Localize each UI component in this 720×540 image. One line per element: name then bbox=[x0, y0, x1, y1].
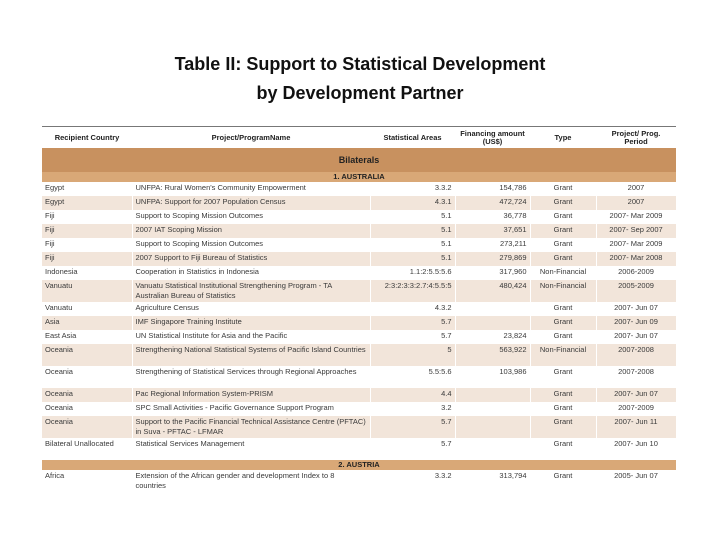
project-cell: Extension of the African gender and development Index to 8 countries bbox=[132, 470, 370, 492]
project-cell: Pac Regional Information System-PRISM bbox=[132, 388, 370, 402]
type-cell: Grant bbox=[530, 210, 596, 224]
amount-cell: 317,960 bbox=[455, 266, 530, 280]
project-cell: Agriculture Census bbox=[132, 302, 370, 316]
table-row bbox=[42, 402, 676, 416]
country-cell: Africa bbox=[42, 470, 132, 492]
amount-cell bbox=[455, 438, 530, 460]
period-cell: 2005- Jun 07 bbox=[596, 470, 676, 492]
areas-cell: 4.3.1 bbox=[370, 196, 455, 210]
group-band bbox=[42, 460, 676, 470]
project-cell: Support to Scoping Mission Outcomes bbox=[132, 210, 370, 224]
table-row bbox=[42, 238, 676, 252]
period-cell: 2006-2009 bbox=[596, 266, 676, 280]
country-cell: Fiji bbox=[42, 210, 132, 224]
type-cell: Grant bbox=[530, 224, 596, 238]
type-cell: Grant bbox=[530, 196, 596, 210]
amount-cell bbox=[455, 302, 530, 316]
support-table bbox=[42, 126, 677, 492]
group-label: 2. AUSTRIA bbox=[42, 460, 676, 470]
table-row bbox=[42, 438, 676, 460]
project-cell: SPC Small Activities - Pacific Governance Support Program bbox=[132, 402, 370, 416]
period-cell: 2007- Sep 2007 bbox=[596, 224, 676, 238]
project-cell: Vanuatu Statistical Institutional Strengthening Program - TA Australian Bureau of Statistics bbox=[132, 280, 370, 302]
country-cell: Oceania bbox=[42, 416, 132, 438]
type-cell: Grant bbox=[530, 252, 596, 266]
amount-cell bbox=[455, 388, 530, 402]
areas-cell: 3.3.2 bbox=[370, 182, 455, 196]
country-cell: Vanuatu bbox=[42, 302, 132, 316]
areas-cell: 1.1:2:5.5:5.6 bbox=[370, 266, 455, 280]
col-header: Project/ProgramName bbox=[132, 127, 370, 149]
col-header: Type bbox=[530, 127, 596, 149]
amount-cell bbox=[455, 416, 530, 438]
country-cell: Asia bbox=[42, 316, 132, 330]
period-cell: 2007-2008 bbox=[596, 366, 676, 388]
country-cell: Oceania bbox=[42, 366, 132, 388]
table-row bbox=[42, 182, 676, 196]
table-row bbox=[42, 224, 676, 238]
type-cell: Grant bbox=[530, 388, 596, 402]
table-row bbox=[42, 266, 676, 280]
country-cell: Fiji bbox=[42, 252, 132, 266]
col-header: Statistical Areas bbox=[370, 127, 455, 149]
title-line-1: Table II: Support to Statistical Development bbox=[174, 54, 546, 74]
period-cell: 2007- Jun 07 bbox=[596, 388, 676, 402]
type-cell: Grant bbox=[530, 238, 596, 252]
areas-cell: 5.5:5.6 bbox=[370, 366, 455, 388]
period-cell: 2007- Jun 10 bbox=[596, 438, 676, 460]
project-cell: IMF Singapore Training Institute bbox=[132, 316, 370, 330]
table-row bbox=[42, 210, 676, 224]
areas-cell: 5.7 bbox=[370, 416, 455, 438]
amount-cell bbox=[455, 402, 530, 416]
col-header: Financing amount (US$) bbox=[455, 127, 530, 149]
project-cell: Support to the Pacific Financial Technical Assistance Centre (PFTAC) in Suva - PFTAC - LFMAR bbox=[132, 416, 370, 438]
project-cell: Statistical Services Management bbox=[132, 438, 370, 460]
amount-cell bbox=[455, 316, 530, 330]
project-cell: 2007 IAT Scoping Mission bbox=[132, 224, 370, 238]
project-cell: 2007 Support to Fiji Bureau of Statistics bbox=[132, 252, 370, 266]
amount-cell: 279,869 bbox=[455, 252, 530, 266]
title-line-2: by Development Partner bbox=[256, 83, 464, 103]
project-cell: Strengthening National Statistical Systems of Pacific Island Countries bbox=[132, 344, 370, 366]
areas-cell: 4.4 bbox=[370, 388, 455, 402]
table-row bbox=[42, 316, 676, 330]
project-cell: UN Statistical Institute for Asia and the Pacific bbox=[132, 330, 370, 344]
col-header: Project/ Prog. Period bbox=[596, 127, 676, 149]
table-row bbox=[42, 416, 676, 438]
period-cell: 2007-2009 bbox=[596, 402, 676, 416]
period-cell: 2007- Jun 11 bbox=[596, 416, 676, 438]
areas-cell: 5.7 bbox=[370, 438, 455, 460]
country-cell: Fiji bbox=[42, 224, 132, 238]
table-row bbox=[42, 196, 676, 210]
project-cell: UNFPA: Support for 2007 Population Census bbox=[132, 196, 370, 210]
country-cell: Oceania bbox=[42, 402, 132, 416]
table-row bbox=[42, 302, 676, 316]
period-cell: 2007- Jun 07 bbox=[596, 330, 676, 344]
amount-cell: 313,794 bbox=[455, 470, 530, 492]
table-row bbox=[42, 252, 676, 266]
country-cell: Oceania bbox=[42, 344, 132, 366]
amount-cell: 472,724 bbox=[455, 196, 530, 210]
areas-cell: 5.7 bbox=[370, 316, 455, 330]
type-cell: Grant bbox=[530, 302, 596, 316]
period-cell: 2005-2009 bbox=[596, 280, 676, 302]
header-row bbox=[42, 127, 676, 149]
amount-cell: 36,778 bbox=[455, 210, 530, 224]
type-cell: Non-Financial bbox=[530, 280, 596, 302]
table-row bbox=[42, 344, 676, 366]
amount-cell: 480,424 bbox=[455, 280, 530, 302]
areas-cell: 3.2 bbox=[370, 402, 455, 416]
type-cell: Grant bbox=[530, 316, 596, 330]
country-cell: Egypt bbox=[42, 182, 132, 196]
period-cell: 2007 bbox=[596, 196, 676, 210]
period-cell: 2007- Jun 07 bbox=[596, 302, 676, 316]
type-cell: Grant bbox=[530, 366, 596, 388]
areas-cell: 5.1 bbox=[370, 238, 455, 252]
period-cell: 2007- Mar 2009 bbox=[596, 210, 676, 224]
period-cell: 2007- Mar 2009 bbox=[596, 238, 676, 252]
type-cell: Non-Financial bbox=[530, 344, 596, 366]
period-cell: 2007 bbox=[596, 182, 676, 196]
type-cell: Grant bbox=[530, 416, 596, 438]
section-band bbox=[42, 148, 676, 172]
country-cell: Egypt bbox=[42, 196, 132, 210]
group-label: 1. AUSTRALIA bbox=[42, 172, 676, 182]
areas-cell: 5.1 bbox=[370, 224, 455, 238]
period-cell: 2007-2008 bbox=[596, 344, 676, 366]
col-header: Recipient Country bbox=[42, 127, 132, 149]
type-cell: Grant bbox=[530, 470, 596, 492]
type-cell: Grant bbox=[530, 182, 596, 196]
amount-cell: 23,824 bbox=[455, 330, 530, 344]
table-row bbox=[42, 280, 676, 302]
areas-cell: 2:3:2:3:3:2.7:4:5.5:5 bbox=[370, 280, 455, 302]
type-cell: Grant bbox=[530, 402, 596, 416]
country-cell: Indonesia bbox=[42, 266, 132, 280]
country-cell: Vanuatu bbox=[42, 280, 132, 302]
period-cell: 2007- Mar 2008 bbox=[596, 252, 676, 266]
areas-cell: 5.1 bbox=[370, 210, 455, 224]
table-row bbox=[42, 388, 676, 402]
amount-cell: 154,786 bbox=[455, 182, 530, 196]
country-cell: Bilateral Unallocated bbox=[42, 438, 132, 460]
group-band bbox=[42, 172, 676, 182]
table-row bbox=[42, 366, 676, 388]
country-cell: East Asia bbox=[42, 330, 132, 344]
areas-cell: 5 bbox=[370, 344, 455, 366]
type-cell: Non-Financial bbox=[530, 266, 596, 280]
project-cell: Strengthening of Statistical Services through Regional Approaches bbox=[132, 366, 370, 388]
areas-cell: 3.3.2 bbox=[370, 470, 455, 492]
amount-cell: 37,651 bbox=[455, 224, 530, 238]
project-cell: Support to Scoping Mission Outcomes bbox=[132, 238, 370, 252]
amount-cell: 273,211 bbox=[455, 238, 530, 252]
table-row bbox=[42, 470, 676, 492]
amount-cell: 563,922 bbox=[455, 344, 530, 366]
project-cell: Cooperation in Statistics in Indonesia bbox=[132, 266, 370, 280]
areas-cell: 5.1 bbox=[370, 252, 455, 266]
project-cell: UNFPA: Rural Women's Community Empowerment bbox=[132, 182, 370, 196]
section-label: Bilaterals bbox=[42, 148, 676, 172]
country-cell: Oceania bbox=[42, 388, 132, 402]
amount-cell: 103,986 bbox=[455, 366, 530, 388]
type-cell: Grant bbox=[530, 438, 596, 460]
type-cell: Grant bbox=[530, 330, 596, 344]
table-row bbox=[42, 330, 676, 344]
period-cell: 2007- Jun 09 bbox=[596, 316, 676, 330]
areas-cell: 4.3.2 bbox=[370, 302, 455, 316]
country-cell: Fiji bbox=[42, 238, 132, 252]
areas-cell: 5.7 bbox=[370, 330, 455, 344]
